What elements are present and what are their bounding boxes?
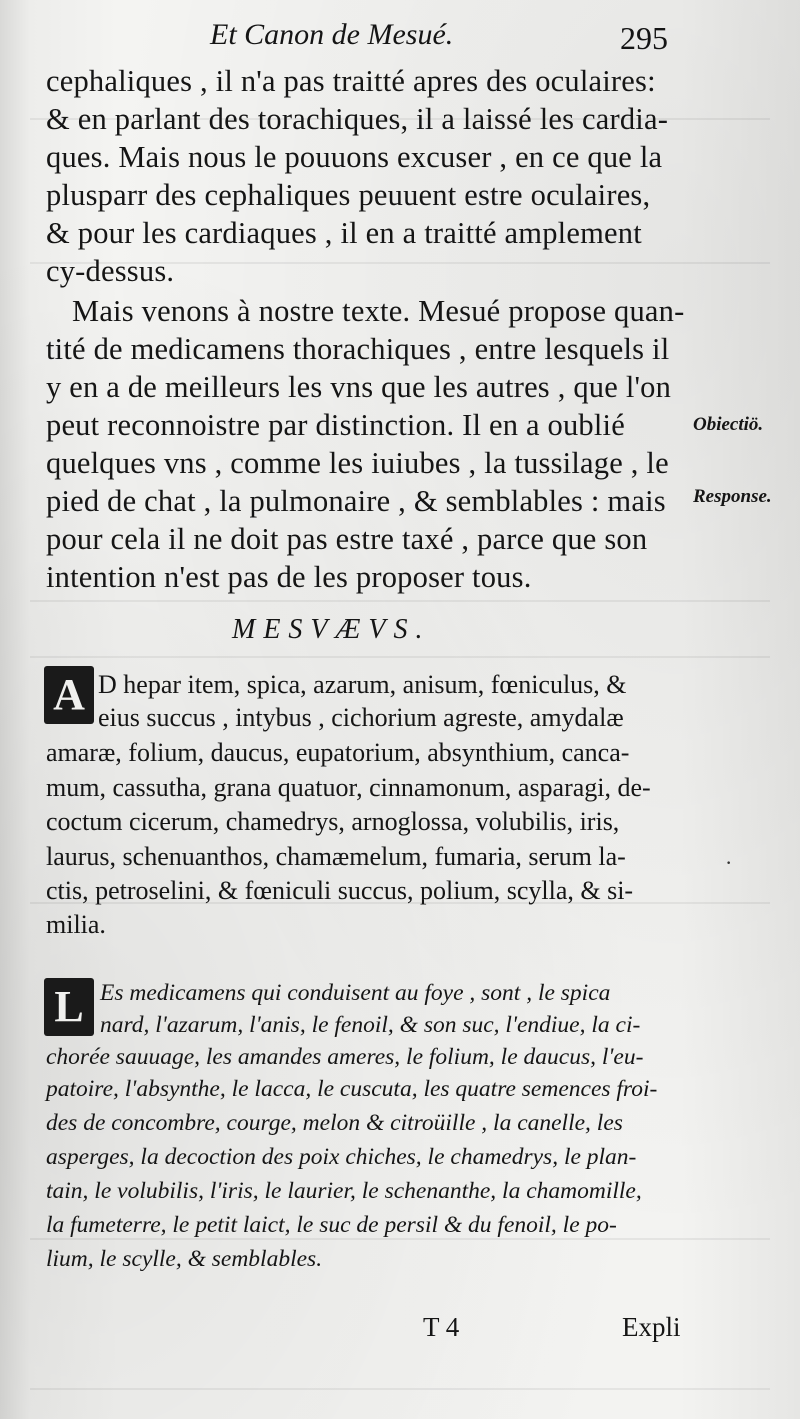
french-drop-cap-letter: L	[54, 982, 84, 1031]
bleed-through-line	[30, 1388, 770, 1390]
latin-line: milia.	[46, 910, 106, 939]
commentary-line: cephaliques , il n'a pas traitté apres des oculaires:	[46, 64, 656, 98]
commentary-line: tité de medicamens thorachiques , entre lesquels il	[46, 332, 670, 366]
commentary-line: quelques vns , comme les iuiubes , la tussilage , le	[46, 446, 669, 480]
commentary-line: ques. Mais nous le pouuons excuser , en ce que la	[46, 140, 663, 174]
running-head: Et Canon de Mesué.	[210, 18, 454, 51]
page-number: 295	[620, 20, 668, 56]
commentary-line: intention n'est pas de les proposer tous.	[46, 560, 532, 594]
commentary-line: plusparr des cephaliques peuuent estre oculaires,	[46, 178, 651, 212]
section-heading: MESVÆVS.	[232, 614, 431, 645]
french-line: nard, l'azarum, l'anis, le fenoil, & son suc, l'endiue, la ci-	[100, 1012, 641, 1038]
commentary-line: peut reconnoistre par distinction. Il en a oublié	[46, 408, 625, 442]
latin-line: ctis, petroselini, & fœniculi succus, polium, scylla, & si-	[46, 876, 634, 905]
signature-mark: T 4	[423, 1312, 460, 1342]
margin-note-response: Response.	[693, 486, 772, 507]
french-line: des de concombre, courge, melon & citroüille , la canelle, les	[46, 1110, 623, 1136]
french-line: patoire, l'absynthe, le lacca, le cuscuta, les quatre semences froi-	[46, 1076, 658, 1102]
french-line: Es medicamens qui conduisent au foye , sont , le spica	[100, 980, 611, 1006]
french-line: chorée sauuage, les amandes ameres, le folium, le daucus, l'eu-	[46, 1044, 644, 1070]
french-line: asperges, la decoction des poix chiches, le chamedrys, le plan-	[46, 1144, 637, 1170]
latin-line: coctum cicerum, chamedrys, arnoglossa, volubilis, iris,	[46, 807, 620, 836]
commentary-line: pour cela il ne doit pas estre taxé , parce que son	[46, 522, 648, 556]
commentary-line: & pour les cardiaques , il en a traitté amplement	[46, 216, 642, 250]
latin-drop-cap-letter: A	[53, 670, 85, 719]
latin-line: laurus, schenuanthos, chamæmelum, fumaria, serum la-	[46, 842, 626, 871]
commentary-line: & en parlant des torachiques, il a laissé les cardia-	[46, 102, 669, 136]
commentary-line: pied de chat , la pulmonaire , & semblables : mais	[46, 484, 666, 518]
commentary-line: Mais venons à nostre texte. Mesué propose quan-	[72, 294, 685, 328]
margin-note-objection: Obiectiö.	[693, 414, 764, 435]
latin-drop-cap	[44, 666, 94, 724]
bleed-through-line	[30, 656, 770, 658]
latin-line: D hepar item, spica, azarum, anisum, fœniculus, &	[98, 670, 627, 699]
french-line: la fumeterre, le petit laict, le suc de persil & du fenoil, le po-	[46, 1212, 617, 1238]
commentary-line: cy-dessus.	[46, 254, 175, 288]
french-line: tain, le volubilis, l'iris, le laurier, le schenanthe, la chamomille,	[46, 1178, 642, 1204]
french-line: lium, le scylle, & semblables.	[46, 1246, 323, 1272]
catchword: Expli	[622, 1312, 681, 1342]
bleed-through-line	[30, 600, 770, 602]
french-drop-cap	[44, 978, 94, 1036]
latin-line: amaræ, folium, daucus, eupatorium, absynthium, canca-	[46, 738, 630, 767]
latin-line: eius succus , intybus , cichorium agreste, amydalæ	[98, 703, 624, 732]
latin-line: mum, cassutha, grana quatuor, cinnamonum, asparagi, de-	[46, 773, 651, 802]
stray-mark: ·	[725, 850, 733, 875]
commentary-line: y en a de meilleurs les vns que les autres , que l'on	[46, 370, 672, 404]
